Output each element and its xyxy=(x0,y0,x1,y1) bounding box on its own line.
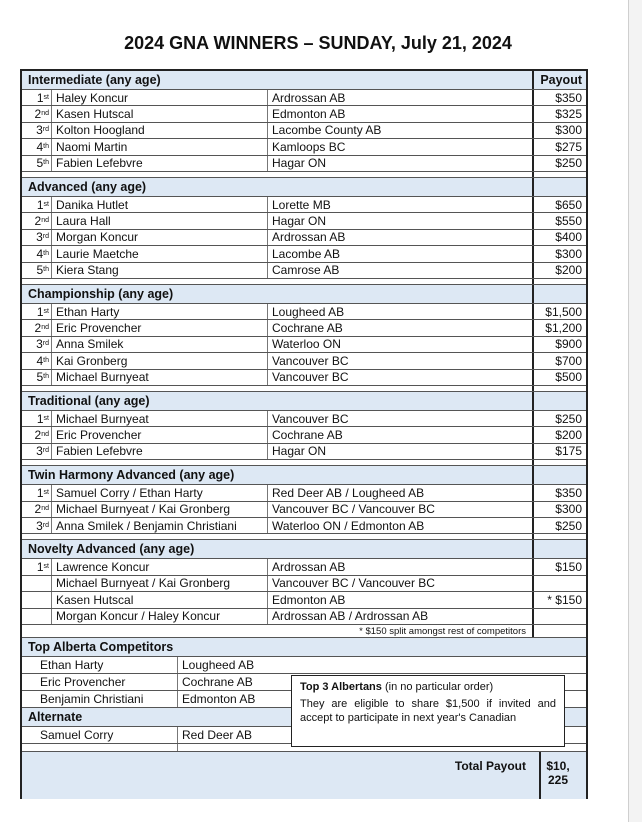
competitor-location: Edmonton AB xyxy=(267,106,527,121)
payout-cell xyxy=(532,625,586,637)
table-row xyxy=(22,609,586,625)
table-row xyxy=(22,502,586,518)
table-row xyxy=(22,752,586,799)
table-row xyxy=(22,411,586,427)
table-row xyxy=(22,71,586,90)
table-row xyxy=(22,625,586,638)
table-row xyxy=(22,246,586,262)
payout-cell: $250 xyxy=(532,156,586,171)
competitor-location: Lougheed AB xyxy=(177,657,297,673)
competitor-location: Edmonton AB xyxy=(267,592,527,607)
payout-cell: * $150 xyxy=(532,592,586,607)
table-row xyxy=(22,576,586,592)
table-row xyxy=(22,320,586,336)
table-row xyxy=(22,370,586,386)
note-title: Top 3 Albertans xyxy=(300,681,382,693)
competitor-location: Hagar ON xyxy=(267,156,527,171)
page-title: 2024 GNA WINNERS – SUNDAY, July 21, 2024 xyxy=(124,33,512,53)
payout-cell: $350 xyxy=(532,485,586,500)
table-row xyxy=(22,90,586,106)
payout-cell xyxy=(532,386,586,391)
table-row xyxy=(22,657,586,674)
competitor-name: Michael Burnyeat / Kai Gronberg xyxy=(56,576,231,591)
competitor-name: Morgan Koncur xyxy=(56,230,139,245)
place-cell: 2 nd xyxy=(22,502,52,517)
payout-cell: $400 xyxy=(532,230,586,245)
place-cell: 1 st xyxy=(22,485,52,500)
place-cell: 2 nd xyxy=(22,320,52,335)
place-cell: 2 nd xyxy=(22,427,52,442)
table-row xyxy=(22,106,586,122)
competitor-name: Samuel Corry xyxy=(40,728,114,742)
place-cell xyxy=(22,609,52,624)
competitor-location: Kamloops BC xyxy=(267,139,527,154)
competitor-name: Danika Hutlet xyxy=(56,197,129,212)
payout-cell xyxy=(532,392,586,410)
place-cell: 3 rd xyxy=(22,230,52,245)
section-title: Traditional (any age) xyxy=(28,394,150,408)
section-title: Novelty Advanced (any age) xyxy=(28,542,195,557)
place-cell: 1 st xyxy=(22,559,52,574)
competitor-location: Cochrane AB xyxy=(267,427,527,442)
competitor-name: Kasen Hutscal xyxy=(56,592,134,607)
payout-cell: $150 xyxy=(532,559,586,574)
payout-cell xyxy=(532,460,586,465)
top-albertans-note xyxy=(291,675,565,747)
place-cell: 4 th xyxy=(22,139,52,154)
table-row xyxy=(22,197,586,213)
competitor-name: Fabien Lefebvre xyxy=(56,156,143,171)
table-row xyxy=(22,592,586,608)
payout-cell: Payout xyxy=(532,71,586,89)
competitor-name: Kai Gronberg xyxy=(56,353,128,368)
table-row xyxy=(22,540,586,559)
table-row xyxy=(22,353,586,369)
place-cell: 1 st xyxy=(22,90,52,105)
payout-cell: $275 xyxy=(532,139,586,154)
competitor-location: Cochrane AB xyxy=(177,674,297,690)
competitor-location: Vancouver BC / Vancouver BC xyxy=(267,576,527,591)
table-row xyxy=(22,139,586,155)
payout-cell xyxy=(532,576,586,591)
payout-cell: $550 xyxy=(532,213,586,228)
payout-cell: $200 xyxy=(532,263,586,278)
competitor-name: Lawrence Koncur xyxy=(56,560,150,575)
section-title: Championship (any age) xyxy=(28,287,174,301)
place-cell: 1 st xyxy=(22,304,52,319)
payout-cell xyxy=(532,540,586,558)
competitor-name: Laurie Maetche xyxy=(56,246,139,261)
place-cell xyxy=(22,576,52,591)
table-row xyxy=(22,156,586,172)
note-body: They are eligible to share $1,500 if invited and accept to participate in next year's Canadian xyxy=(300,698,556,725)
footnote: * $150 split amongst rest of competitors xyxy=(359,625,526,637)
payout-cell: $650 xyxy=(532,197,586,212)
place-cell: 4 th xyxy=(22,353,52,368)
payout-cell xyxy=(532,609,586,624)
table-row xyxy=(22,485,586,501)
table-row xyxy=(22,427,586,443)
competitor-location: Ardrossan AB xyxy=(267,559,527,574)
competitor-name: Samuel Corry / Ethan Harty xyxy=(56,485,203,500)
section-title: Twin Harmony Advanced (any age) xyxy=(28,468,235,483)
place-cell: 3 rd xyxy=(22,444,52,459)
competitor-name: Michael Burnyeat / Kai Gronberg xyxy=(56,502,231,517)
payout-cell xyxy=(532,172,586,177)
competitor-name: Naomi Martin xyxy=(56,139,128,154)
place-cell: 4 th xyxy=(22,246,52,261)
payout-cell: $1,500 xyxy=(532,304,586,319)
competitor-location: Hagar ON xyxy=(267,213,527,228)
table-row xyxy=(22,466,586,485)
competitor-location: Vancouver BC xyxy=(267,370,527,385)
section-title: Alternate xyxy=(28,710,83,724)
competitor-location: Ardrossan AB / Ardrossan AB xyxy=(267,609,527,624)
total-amount: $10, 225 xyxy=(539,752,579,799)
place-cell: 3 rd xyxy=(22,518,52,533)
section-title: Intermediate (any age) xyxy=(28,73,161,87)
payout-cell: $900 xyxy=(532,337,586,352)
table-row xyxy=(22,337,586,353)
payout-cell: $300 xyxy=(532,246,586,261)
payout-cell xyxy=(532,279,586,284)
payout-cell: $300 xyxy=(532,123,586,138)
table-row xyxy=(22,638,586,657)
spacer-cell xyxy=(177,744,297,751)
competitor-name: Kasen Hutscal xyxy=(56,107,134,122)
payout-cell: $350 xyxy=(532,90,586,105)
competitor-location: Vancouver BC xyxy=(267,411,527,426)
competitor-name: Anna Smilek xyxy=(56,337,124,352)
table-row xyxy=(22,178,586,197)
place-cell xyxy=(22,592,52,607)
place-cell: 2 nd xyxy=(22,106,52,121)
competitor-location: Lougheed AB xyxy=(267,304,527,319)
place-cell: 1 st xyxy=(22,411,52,426)
payout-cell: $325 xyxy=(532,106,586,121)
competitor-name: Haley Koncur xyxy=(56,90,129,105)
competitor-location: Hagar ON xyxy=(267,444,527,459)
payout-cell: $175 xyxy=(532,444,586,459)
competitor-location: Vancouver BC / Vancouver BC xyxy=(267,502,527,517)
total-label: Total Payout xyxy=(454,759,526,773)
note-subtitle: (in no particular order) xyxy=(384,681,494,693)
competitor-location: Ardrossan AB xyxy=(267,90,527,105)
place-cell: 5 th xyxy=(22,156,52,171)
place-cell: 1 st xyxy=(22,197,52,212)
competitor-name: Michael Burnyeat xyxy=(56,411,149,426)
competitor-name: Morgan Koncur / Haley Koncur xyxy=(56,609,221,624)
table-row xyxy=(22,213,586,229)
place-cell: 5 th xyxy=(22,263,52,278)
table-row xyxy=(22,559,586,575)
competitor-name: Laura Hall xyxy=(56,214,111,229)
payout-cell xyxy=(532,285,586,303)
place-cell: 3 rd xyxy=(22,123,52,138)
scrollbar[interactable] xyxy=(628,0,642,822)
competitor-name: Ethan Harty xyxy=(56,304,120,319)
competitor-location: Cochrane AB xyxy=(267,320,527,335)
place-cell: 5 th xyxy=(22,370,52,385)
payout-cell xyxy=(532,534,586,539)
payout-cell xyxy=(532,178,586,196)
competitor-name: Ethan Harty xyxy=(40,658,104,672)
payout-cell: $300 xyxy=(532,502,586,517)
competitor-location: Lacombe AB xyxy=(267,246,527,261)
table-row xyxy=(22,123,586,139)
payout-cell: $200 xyxy=(532,427,586,442)
competitor-name: Eric Provencher xyxy=(56,321,142,336)
table-row xyxy=(22,230,586,246)
competitor-name: Anna Smilek / Benjamin Christiani xyxy=(56,518,237,533)
competitor-name: Benjamin Christiani xyxy=(40,692,144,706)
payout-cell: $250 xyxy=(532,518,586,533)
competitor-location: Edmonton AB xyxy=(177,691,297,707)
table-row xyxy=(22,444,586,460)
competitor-location: Waterloo ON xyxy=(267,337,527,352)
table-row xyxy=(22,304,586,320)
payout-cell: $500 xyxy=(532,370,586,385)
place-cell: 3 rd xyxy=(22,337,52,352)
payout-cell: $700 xyxy=(532,353,586,368)
competitor-location: Waterloo ON / Edmonton AB xyxy=(267,518,527,533)
place-cell: 2 nd xyxy=(22,213,52,228)
payout-cell: $1,200 xyxy=(532,320,586,335)
competitor-location: Camrose AB xyxy=(267,263,527,278)
table-row xyxy=(22,392,586,411)
section-title: Advanced (any age) xyxy=(28,180,147,194)
competitor-name: Fabien Lefebvre xyxy=(56,444,143,459)
payout-cell xyxy=(532,466,586,484)
competitor-location: Vancouver BC xyxy=(267,353,527,368)
competitor-location: Red Deer AB xyxy=(177,727,297,743)
competitor-location: Lorette MB xyxy=(267,197,527,212)
section-title: Top Alberta Competitors xyxy=(28,640,174,654)
competitor-location: Red Deer AB / Lougheed AB xyxy=(267,485,527,500)
competitor-location: Lacombe County AB xyxy=(267,123,527,138)
competitor-name: Michael Burnyeat xyxy=(56,370,149,385)
table-row xyxy=(22,518,586,534)
competitor-name: Kiera Stang xyxy=(56,263,119,278)
competitor-name: Eric Provencher xyxy=(56,428,142,443)
competitor-location: Ardrossan AB xyxy=(267,230,527,245)
table-row xyxy=(22,263,586,279)
competitor-name: Eric Provencher xyxy=(40,675,126,689)
payout-cell: $250 xyxy=(532,411,586,426)
table-row xyxy=(22,285,586,304)
competitor-name: Kolton Hoogland xyxy=(56,123,145,138)
